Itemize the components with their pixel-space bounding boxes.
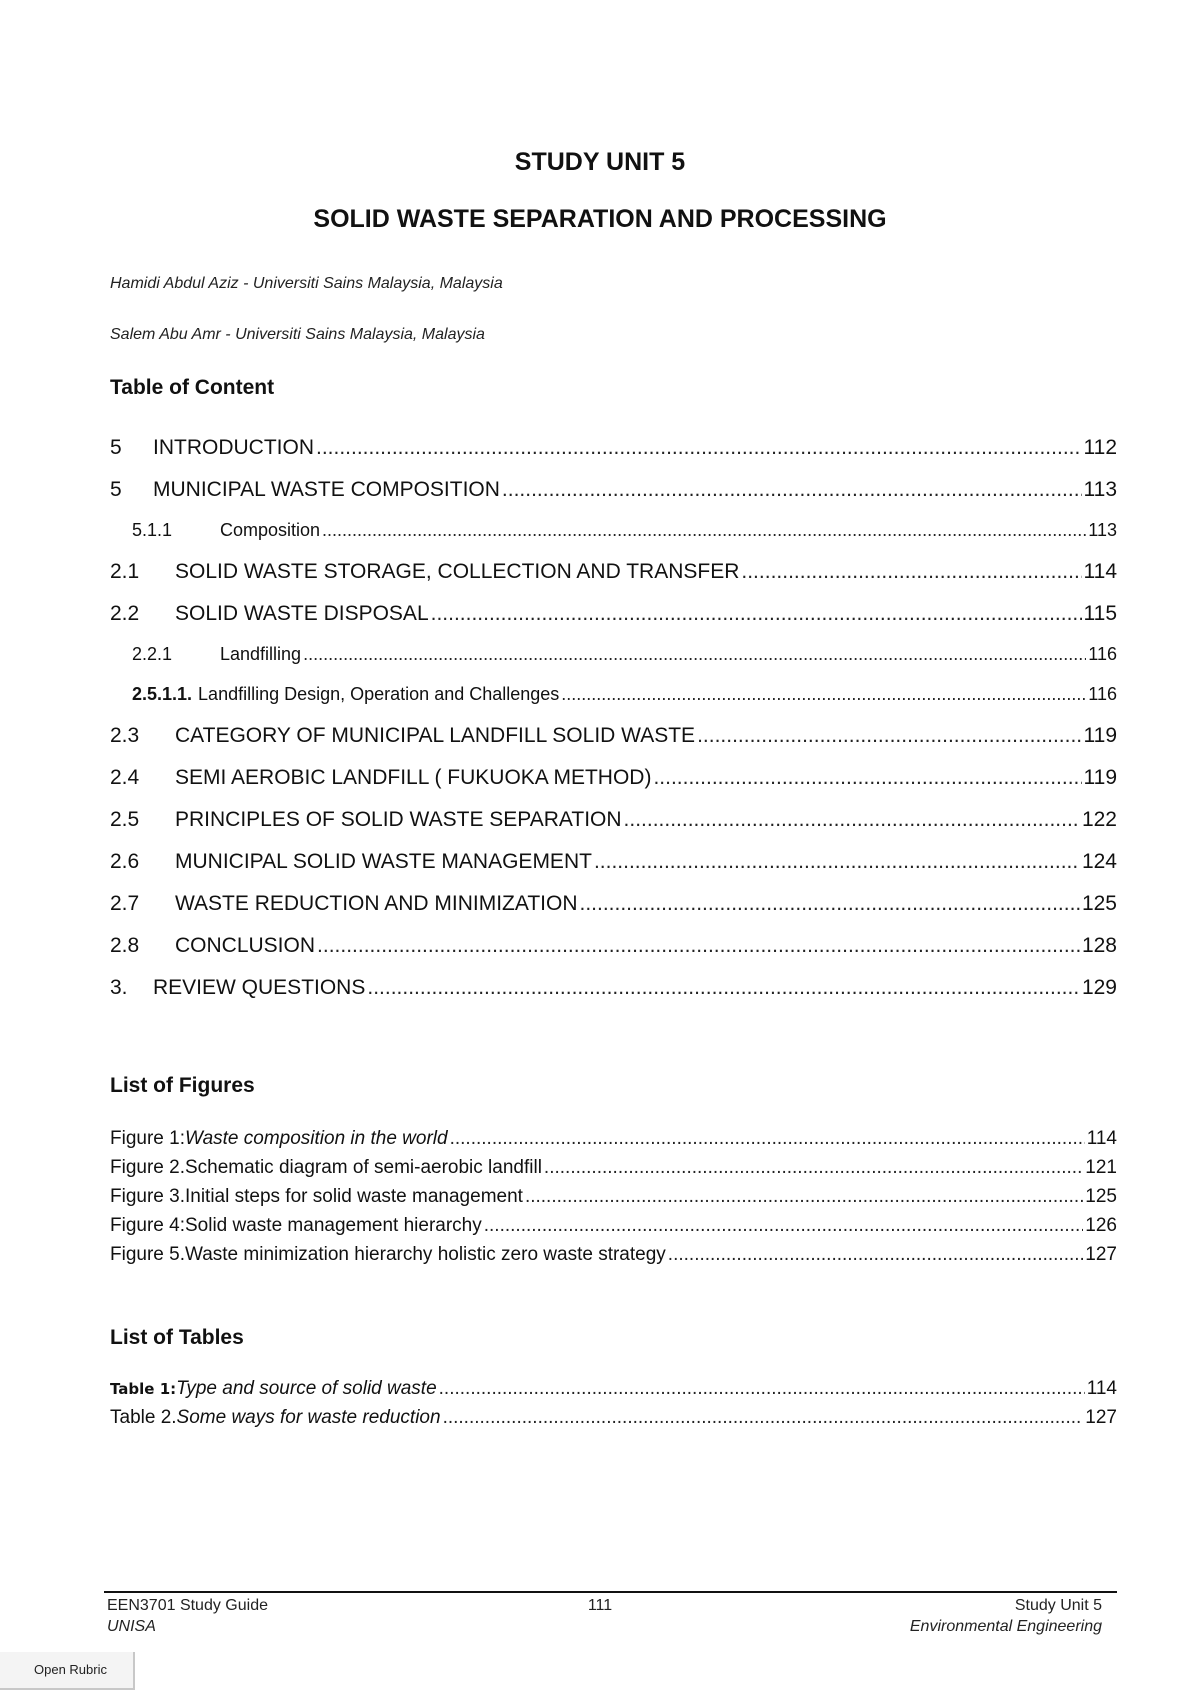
table-caption: Type and source of solid waste — [176, 1378, 437, 1399]
dot-leader — [668, 1244, 1084, 1266]
toc-entry[interactable] — [110, 436, 1117, 478]
dot-leader — [367, 976, 1080, 1000]
toc-entry-number: 2.2 — [110, 602, 140, 625]
toc-entry[interactable] — [110, 520, 1117, 560]
toc-entry[interactable] — [110, 766, 1117, 808]
page-title: STUDY UNIT 5 — [514, 148, 686, 176]
figure-page: 126 — [1085, 1215, 1117, 1236]
toc-entry-number: 2.2.1 — [132, 644, 173, 664]
page-subtitle: SOLID WASTE SEPARATION AND PROCESSING — [313, 205, 887, 233]
toc-entry[interactable] — [110, 850, 1117, 892]
figure-label: Figure 5. — [110, 1244, 185, 1265]
dot-leader — [450, 1128, 1085, 1150]
toc-entry-page: 115 — [1083, 602, 1117, 625]
figure-page: 125 — [1085, 1186, 1117, 1207]
toc-entry-title: SEMI AEROBIC LANDFILL ( FUKUOKA METHOD) — [175, 766, 652, 789]
tables-heading: List of Tables — [110, 1326, 244, 1349]
toc-entry[interactable] — [110, 560, 1117, 602]
toc-entry-number: 3. — [110, 976, 128, 999]
dot-leader — [525, 1186, 1083, 1208]
figure-page: 121 — [1085, 1157, 1117, 1178]
dot-leader — [443, 1407, 1084, 1429]
toc-entry-page: 129 — [1081, 976, 1117, 999]
toc-entry-page: 113 — [1088, 520, 1117, 540]
toc-entry[interactable] — [110, 684, 1117, 724]
table-entry[interactable] — [110, 1378, 1117, 1407]
figure-entry[interactable] — [110, 1157, 1117, 1186]
toc-entry-number: 2.3 — [110, 724, 140, 747]
toc-entry[interactable] — [110, 602, 1117, 644]
toc-entry-title: REVIEW QUESTIONS — [153, 976, 366, 999]
footer-divider — [104, 1591, 1117, 1593]
author-line: Hamidi Abdul Aziz - Universiti Sains Malaysia, Malaysia — [110, 275, 503, 292]
toc-entry-number: 2.1 — [110, 560, 140, 583]
dot-leader — [741, 560, 1081, 584]
table-page: 114 — [1086, 1378, 1117, 1399]
toc-entry-number: 2.7 — [110, 892, 140, 915]
toc-entry-number: 5 — [110, 478, 122, 501]
toc-entry-title: SOLID WASTE STORAGE, COLLECTION AND TRANSFER — [175, 560, 740, 583]
table-page: 127 — [1085, 1407, 1117, 1428]
toc-entry-page: 114 — [1083, 560, 1117, 583]
footer-unit: Study Unit 5 — [1014, 1597, 1102, 1614]
author-line: Salem Abu Amr - Universiti Sains Malaysia, Malaysia — [110, 326, 485, 343]
dot-leader — [594, 850, 1080, 874]
toc-entry-number: 5.1.1 — [132, 520, 173, 540]
toc-entry-page: 124 — [1081, 850, 1117, 873]
figure-caption: Solid waste management hierarchy — [184, 1215, 482, 1236]
toc-entry-title: CONCLUSION — [175, 934, 316, 957]
toc-entry-title: INTRODUCTION — [153, 436, 314, 459]
toc-entry-page: 116 — [1088, 644, 1117, 664]
toc-entry-page: 113 — [1083, 478, 1117, 501]
dot-leader — [624, 808, 1080, 832]
figure-page: 127 — [1085, 1244, 1117, 1265]
list-of-figures — [110, 1128, 1117, 1273]
list-of-tables — [110, 1378, 1117, 1436]
toc-entry-number: 2.5.1.1. — [132, 684, 193, 704]
toc-entry[interactable] — [110, 724, 1117, 766]
table-label: Table 2. — [110, 1407, 177, 1428]
toc-entry-title: PRINCIPLES OF SOLID WASTE SEPARATION — [175, 808, 622, 831]
toc-entry[interactable] — [110, 892, 1117, 934]
table-caption: Some ways for waste reduction — [176, 1407, 441, 1428]
toc-entry-title: MUNICIPAL SOLID WASTE MANAGEMENT — [175, 850, 592, 873]
toc-entry[interactable] — [110, 976, 1117, 1018]
figure-caption: Waste composition in the world — [184, 1128, 448, 1149]
toc-entry[interactable] — [110, 478, 1117, 520]
dot-leader — [322, 520, 1086, 541]
table-entry[interactable] — [110, 1407, 1117, 1436]
toc-entry-title: Landfilling Design, Operation and Challenges — [198, 684, 560, 704]
footer-page-number: 111 — [587, 1597, 613, 1614]
dot-leader — [502, 478, 1082, 502]
dot-leader — [653, 766, 1081, 790]
dot-leader — [431, 602, 1082, 626]
dot-leader — [697, 724, 1081, 748]
toc-entry[interactable] — [110, 644, 1117, 684]
footer-institution: UNISA — [107, 1618, 156, 1635]
figure-entry[interactable] — [110, 1128, 1117, 1157]
toc-entry-page: 128 — [1081, 934, 1117, 957]
toc-entry-title: WASTE REDUCTION AND MINIMIZATION — [175, 892, 578, 915]
table-of-contents — [110, 436, 1117, 1018]
toc-entry-title: Composition — [220, 520, 321, 540]
figure-caption: Waste minimization hierarchy holistic zero waste strategy — [184, 1244, 666, 1265]
dot-leader — [303, 644, 1086, 665]
footer-department: Environmental Engineering — [909, 1618, 1102, 1635]
toc-entry-number: 2.5 — [110, 808, 140, 831]
toc-entry-number: 2.4 — [110, 766, 140, 789]
figure-entry[interactable] — [110, 1244, 1117, 1273]
table-label: Table 1: — [110, 1380, 177, 1398]
dot-leader — [561, 684, 1086, 705]
toc-entry-page: 122 — [1081, 808, 1117, 831]
toc-entry-title: CATEGORY OF MUNICIPAL LANDFILL SOLID WASTE — [175, 724, 696, 747]
toc-entry[interactable] — [110, 808, 1117, 850]
toc-entry-number: 5 — [110, 436, 122, 459]
dot-leader — [544, 1157, 1083, 1179]
toc-entry[interactable] — [110, 934, 1117, 976]
dot-leader — [316, 436, 1082, 460]
toc-entry-page: 119 — [1083, 724, 1117, 747]
footer-course: EEN3701 Study Guide — [107, 1597, 268, 1614]
toc-entry-number: 2.8 — [110, 934, 140, 957]
toc-entry-page: 125 — [1081, 892, 1117, 915]
figure-caption: Initial steps for solid waste management — [184, 1186, 523, 1207]
dot-leader — [317, 934, 1080, 958]
figure-label: Figure 3. — [110, 1186, 185, 1207]
dot-leader — [484, 1215, 1084, 1237]
toc-entry-title: SOLID WASTE DISPOSAL — [175, 602, 429, 625]
figure-caption: Schematic diagram of semi-aerobic landfill — [184, 1157, 542, 1178]
figure-entry[interactable] — [110, 1186, 1117, 1215]
figure-label: Figure 2. — [110, 1157, 185, 1178]
figures-heading: List of Figures — [110, 1074, 255, 1097]
figure-label: Figure 1: — [110, 1128, 185, 1149]
figure-entry[interactable] — [110, 1215, 1117, 1244]
toc-entry-page: 116 — [1088, 684, 1117, 704]
toc-entry-number: 2.6 — [110, 850, 140, 873]
toc-entry-title: MUNICIPAL WASTE COMPOSITION — [153, 478, 500, 501]
toc-entry-title: Landfilling — [220, 644, 302, 664]
toc-entry-page: 112 — [1083, 436, 1117, 459]
toc-entry-page: 119 — [1083, 766, 1117, 789]
dot-leader — [439, 1378, 1085, 1400]
open-rubric-button[interactable]: Open Rubric — [0, 1652, 135, 1690]
dot-leader — [580, 892, 1080, 916]
figure-page: 114 — [1086, 1128, 1117, 1149]
figure-label: Figure 4: — [110, 1215, 185, 1236]
toc-heading: Table of Content — [110, 376, 275, 399]
